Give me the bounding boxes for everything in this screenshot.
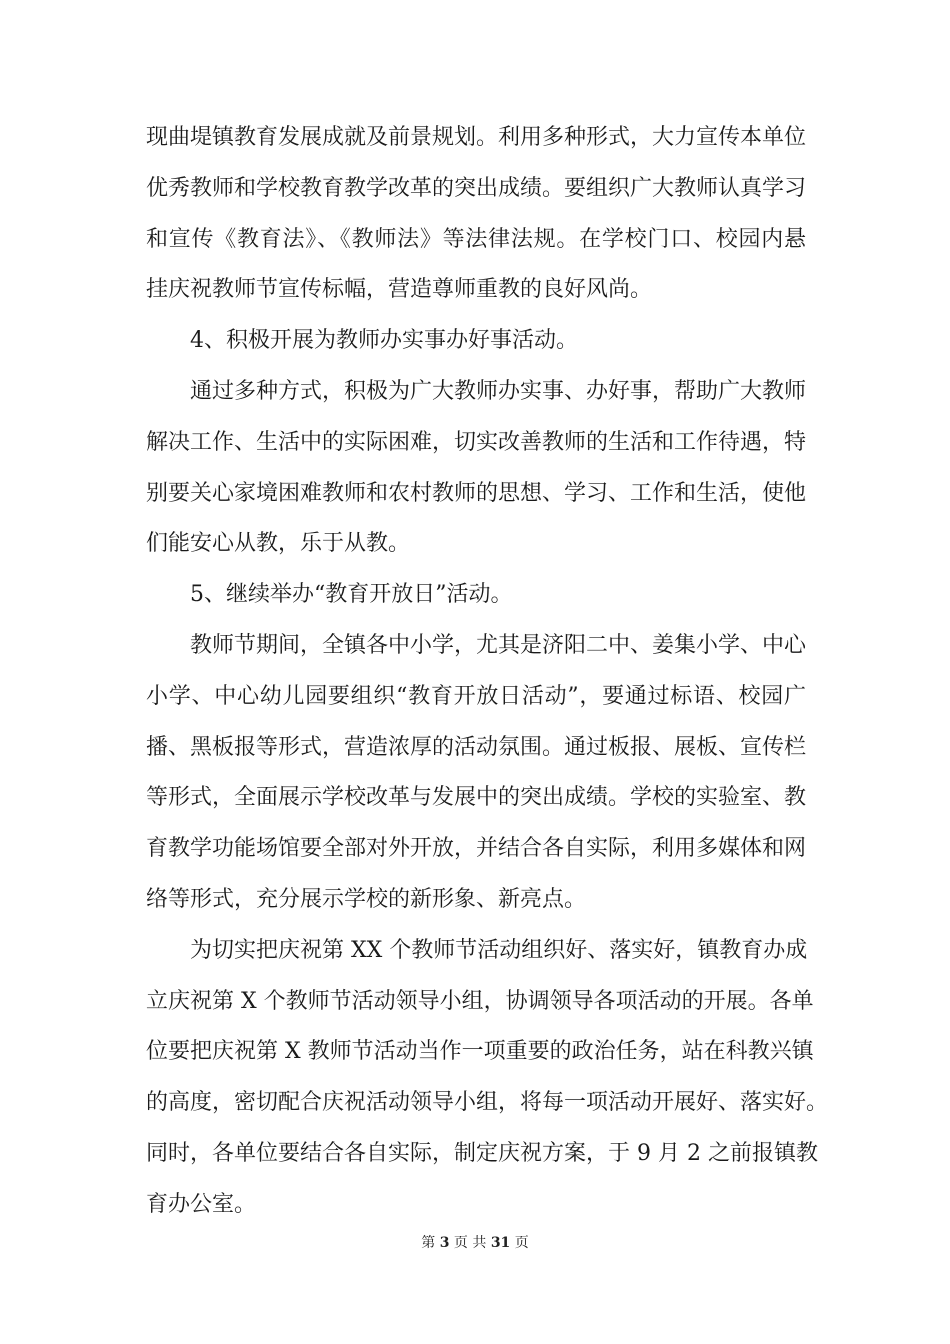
total-page-count: 31 xyxy=(490,1235,511,1251)
text-line: 和宣传《教育法》、《教师法》等法律法规。在学校门口、校园内悬 xyxy=(146,226,806,252)
text-line: 别要关心家境困难教师和农村教师的思想、学习、工作和生活，使他 xyxy=(146,480,807,506)
footer-middle: 页 共 xyxy=(453,1235,487,1251)
text-line: 挂庆祝教师节宣传标幅，营造尊师重教的良好风尚。 xyxy=(146,277,653,303)
section-heading: 5、继续举办“教育开放日”活动。 xyxy=(190,582,513,608)
section-heading: 4、积极开展为教师办实事办好事活动。 xyxy=(190,328,578,354)
text-line: 现曲堤镇教育发展成就及前景规划。利用多种形式，大力宣传本单位 xyxy=(146,125,807,150)
text-line: 同时，各单位要结合各自实际，制定庆祝方案，于 9 月 2 之前报镇教 xyxy=(146,1140,818,1166)
current-page-number: 3 xyxy=(439,1235,450,1251)
text-line: 育办公室。 xyxy=(146,1191,257,1217)
footer-suffix: 页 xyxy=(514,1235,529,1251)
text-line: 教师节期间，全镇各中小学，尤其是济阳二中、姜集小学、中心 xyxy=(190,632,807,658)
page-footer xyxy=(0,1232,950,1252)
document-body xyxy=(146,113,829,1231)
text-line: 络等形式，充分展示学校的新形象、新亮点。 xyxy=(146,886,587,912)
text-line: 解决工作、生活中的实际困难，切实改善教师的生活和工作待遇，特 xyxy=(146,429,807,455)
text-line: 位要把庆祝第 X 教师节活动当作一项重要的政治任务，站在科教兴镇 xyxy=(146,1039,814,1065)
text-line: 小学、中心幼儿园要组织“教育开放日活动”，要通过标语、校园广 xyxy=(146,683,806,709)
text-line: 播、黑板报等形式，营造浓厚的活动氛围。通过板报、展板、宣传栏 xyxy=(146,734,807,760)
text-line: 通过多种方式，积极为广大教师办实事、办好事，帮助广大教师 xyxy=(190,378,807,404)
text-line: 为切实把庆祝第 XX 个教师节活动组织好、落实好，镇教育办成 xyxy=(190,937,808,963)
text-line: 优秀教师和学校教育教学改革的突出成绩。要组织广大教师认真学习 xyxy=(146,175,807,201)
text-line: 等形式，全面展示学校改革与发展中的突出成绩。学校的实验室、教 xyxy=(146,785,807,811)
text-line: 立庆祝第 X 个教师节活动领导小组，协调领导各项活动的开展。各单 xyxy=(146,988,814,1014)
text-line: 育教学功能场馆要全部对外开放，并结合各自实际，利用多媒体和网 xyxy=(146,836,807,862)
text-line: 们能安心从教，乐于从教。 xyxy=(146,531,411,557)
text-line: 的高度，密切配合庆祝活动领导小组，将每一项活动开展好、落实好。 xyxy=(146,1090,829,1116)
footer-prefix: 第 xyxy=(421,1235,436,1251)
